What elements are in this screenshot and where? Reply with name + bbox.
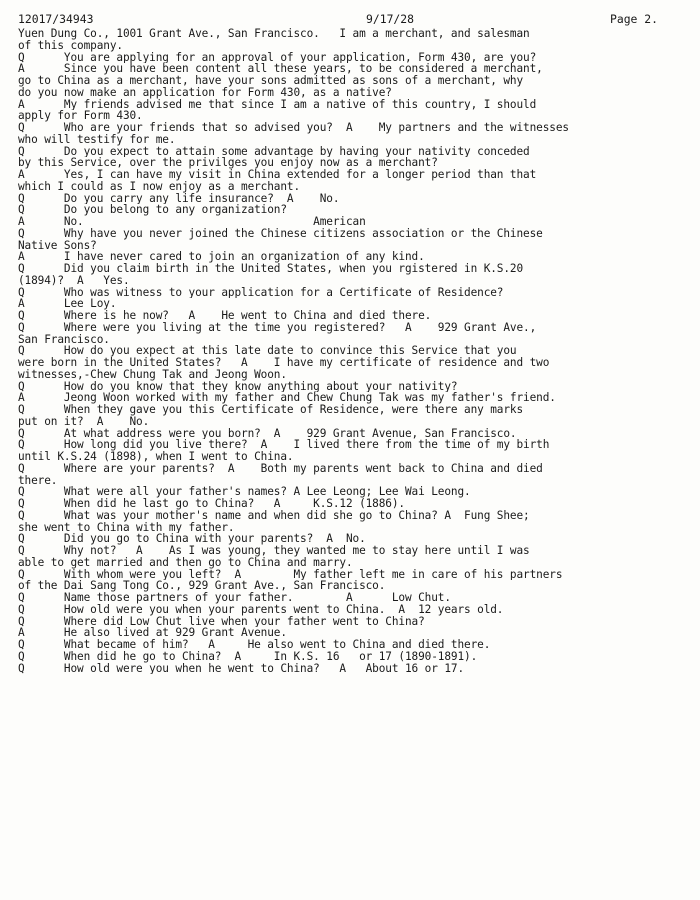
- transcript-line: Q How long did you live there? A I lived there from the time of my birth: [18, 439, 550, 451]
- transcript-line: A No. American: [18, 216, 366, 228]
- transcript-line: Q Why not? A As I was young, they wanted me to stay here until I was: [18, 545, 530, 557]
- transcript-line: Q Did you go to China with your parents? A No.: [18, 533, 366, 545]
- transcript-line: able to get married and then go to China and marry.: [18, 556, 353, 569]
- transcript-line: of this company.: [18, 39, 123, 52]
- transcript-line: A Jeong Woon worked with my father and Chew Chung Tak was my father's friend.: [18, 392, 556, 404]
- transcript-line: Q When did he last go to China? A K.S.12 (1886).: [18, 498, 405, 510]
- transcript-line: Native Sons?: [18, 239, 97, 252]
- transcript-line: Q What were all your father's names? A Lee Leong; Lee Wai Leong.: [18, 486, 471, 498]
- transcript-line: A Yes, I can have my visit in China extended for a longer period than that: [18, 169, 537, 181]
- transcript-line: which I could as I now enjoy as a merchant.: [18, 180, 301, 193]
- page-number: Page 2.: [609, 12, 658, 26]
- transcript-line: Q How old were you when your parents went to China. A 12 years old.: [18, 603, 504, 616]
- transcript-line: Q Did you claim birth in the United States, when you rgistered in K.S.20: [18, 263, 524, 275]
- transcript-line: do you now make an application for Form 430, as a native?: [18, 86, 392, 99]
- transcript-line: she went to China with my father.: [18, 521, 235, 534]
- transcript-line: witnesses,-Chew Chung Tak and Jeong Woon.: [18, 368, 287, 381]
- transcript-line: Q Name those partners of your father. A Low Chut.: [18, 592, 451, 604]
- transcript-line: San Francisco.: [18, 333, 110, 346]
- transcript-line: Q Do you belong to any organization?: [18, 204, 287, 216]
- transcript-line: Q Why have you never joined the Chinese citizens association or the Chinese: [18, 227, 543, 240]
- transcript-line: Q Do you carry any life insurance? A No.: [18, 192, 340, 205]
- transcript-line: A I have never cared to join an organization of any kind.: [18, 251, 425, 263]
- transcript-line: Q Where were you living at the time you registered? A 929 Grant Ave.,: [18, 321, 537, 334]
- transcript-body: [18, 28, 682, 674]
- page-header: [18, 12, 686, 28]
- transcript-line: Q When did he go to China? A In K.S. 16 or 17 (1890-1891).: [18, 650, 478, 663]
- transcript-line: Q How old were you when he went to China? A About 16 or 17.: [18, 662, 465, 675]
- transcript-line: Q What was your mother's name and when did she go to China? A Fung Shee;: [18, 509, 530, 522]
- transcript-line: A He also lived at 929 Grant Avenue.: [18, 627, 287, 639]
- transcript-line: by this Service, over the privilges you enjoy now as a merchant?: [18, 157, 438, 169]
- transcript-line: Q How do you expect at this late date to convince this Service that you: [18, 345, 517, 357]
- transcript-line: Q Who are your friends that so advised you? A My partners and the witnesses: [18, 122, 569, 134]
- file-number: 12017/34943: [18, 12, 94, 26]
- transcript-line: who will testify for me.: [18, 133, 176, 146]
- transcript-line: Yuen Dung Co., 1001 Grant Ave., San Francisco. I am a merchant, and salesman: [18, 28, 530, 40]
- transcript-line: Q Where are your parents? A Both my parents went back to China and died: [18, 462, 543, 475]
- transcript-line: Q At what address were you born? A 929 Grant Avenue, San Francisco.: [18, 427, 517, 440]
- transcript-line: Q With whom were you left? A My father left me in care of his partners: [18, 568, 563, 581]
- transcript-line: Q Do you expect to attain some advantage by having your nativity conceded: [18, 145, 530, 158]
- transcript-line: put on it? A No.: [18, 415, 150, 428]
- transcript-line: until K.S.24 (1898), when I went to China.: [18, 451, 294, 463]
- transcript-line: Q You are applying for an approval of your application, Form 430, are you?: [18, 51, 537, 64]
- transcript-line: were born in the United States? A I have my certificate of residence and two: [18, 357, 550, 369]
- transcript-line: A Lee Loy.: [18, 298, 117, 310]
- transcript-line: (1894)? A Yes.: [18, 274, 130, 287]
- transcript-line: Q What became of him? A He also went to China and died there.: [18, 639, 491, 651]
- transcript-line: there.: [18, 474, 58, 487]
- transcript-line: Q Where did Low Chut live when your father went to China?: [18, 615, 425, 628]
- transcript-line: Q Who was witness to your application for a Certificate of Residence?: [18, 286, 504, 299]
- transcript-line: Q When they gave you this Certificate of Residence, were there any marks: [18, 404, 524, 416]
- transcript-line: go to China as a merchant, have your sons admitted as sons of a merchant, why: [18, 75, 524, 87]
- document-date: 9/17/28: [366, 12, 415, 26]
- transcript-line: Q Where is he now? A He went to China and died there.: [18, 310, 432, 322]
- transcript-line: Q How do you know that they know anything about your nativity?: [18, 380, 458, 393]
- transcript-line: A My friends advised me that since I am a native of this country, I should: [18, 98, 537, 111]
- transcript-line: of the Dai Sang Tong Co., 929 Grant Ave., San Francisco.: [18, 580, 386, 592]
- transcript-line: A Since you have been content all these years, to be considered a merchant,: [18, 63, 543, 75]
- transcript-line: apply for Form 430.: [18, 110, 143, 122]
